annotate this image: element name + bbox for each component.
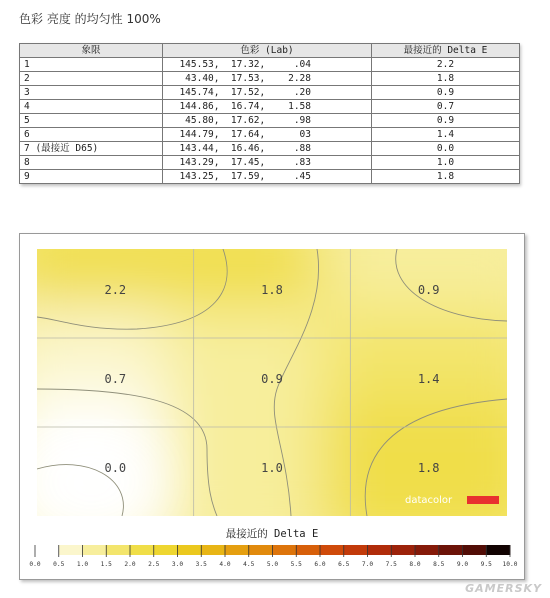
column-header-delta-e: 最接近的 Delta E [372,44,520,58]
legend-tick-label: 5.5 [290,561,302,568]
legend-tick-label: 6.5 [338,561,350,568]
legend-swatch [201,545,225,555]
heatmap-cell-label: 1.8 [417,461,440,475]
delta-e-cell: 1.4 [372,128,520,142]
legend-swatch [486,545,510,555]
quadrant-cell: 7 (最接近 D65) [20,142,163,156]
legend-tick-label: 7.5 [385,561,397,568]
delta-e-cell: 1.8 [372,170,520,184]
legend-swatch [106,545,130,555]
legend-tick-label: 0.0 [29,561,41,568]
legend-tick-label: 1.0 [76,561,89,568]
lab-cell: 45.80, 17.62, .98 [163,114,372,128]
table-row [20,170,520,184]
legend-swatch [296,545,320,555]
delta-e-cell: 0.0 [372,142,520,156]
legend-swatch [368,545,392,555]
uniformity-table-wrap [19,43,519,184]
heatmap-cell-label: 0.9 [261,372,283,386]
delta-e-cell: 1.8 [372,72,520,86]
legend-swatch [463,545,487,555]
legend-swatch [439,545,463,555]
quadrant-cell: 1 [20,58,163,72]
legend-swatch [320,545,344,555]
uniformity-heatmap [20,234,524,579]
quadrant-cell: 2 [20,72,163,86]
heatmap-cell-label: 1.0 [261,461,283,475]
legend-tick-label: 3.5 [195,561,207,568]
heatmap-cell-label: 0.9 [417,283,440,297]
legend-tick-label: 6.0 [314,561,326,568]
legend-tick-label: 9.5 [480,561,492,568]
legend-tick-label: 4.0 [219,561,231,568]
quadrant-cell: 8 [20,156,163,170]
watermark-logo: GAMERSKY [465,582,542,595]
table-row [20,114,520,128]
legend-tick-label: 10.0 [502,561,518,568]
legend-swatch [391,545,415,555]
legend-tick-label: 5.0 [266,561,279,568]
delta-e-cell: 2.2 [372,58,520,72]
legend-tick-label: 2.0 [124,561,136,568]
brand-label: datacolor [405,495,453,506]
delta-e-cell: 1.0 [372,156,520,170]
minimum-highlight [22,437,162,527]
column-header-lab: 色彩 (Lab) [163,44,372,58]
legend-swatch [130,545,154,555]
table-row [20,142,520,156]
delta-e-cell: 0.9 [372,86,520,100]
lab-cell: 145.74, 17.52, .20 [163,86,372,100]
uniformity-heatmap-panel [19,233,525,580]
lab-cell: 143.25, 17.59, .45 [163,170,372,184]
legend-title: 最接近的 Delta E [225,528,319,540]
uniformity-table [19,43,520,184]
legend-tick-label: 0.5 [53,561,65,568]
legend-swatch [415,545,439,555]
table-row [20,72,520,86]
table-header-row [20,44,520,58]
brand-bar [467,496,499,504]
legend-tick-label: 1.5 [100,561,112,568]
legend-swatch [83,545,107,555]
legend-swatch [249,545,273,555]
table-row [20,156,520,170]
heatmap-cell-label: 2.2 [104,283,127,297]
legend-tick-label: 8.5 [433,561,445,568]
heatmap-cell-label: 1.4 [417,372,440,386]
column-header-quadrant: 象限 [20,44,163,58]
table-row [20,86,520,100]
delta-e-cell: 0.9 [372,114,520,128]
delta-e-cell: 0.7 [372,100,520,114]
quadrant-cell: 3 [20,86,163,100]
table-row [20,58,520,72]
heatmap-cell-label: 0.7 [104,372,127,386]
page-title: 色彩 亮度 的均匀性 100% [19,12,161,26]
lab-cell: 143.29, 17.45, .83 [163,156,372,170]
legend-swatch [59,545,83,555]
lab-cell: 43.40, 17.53, 2.28 [163,72,372,86]
table-row [20,100,520,114]
lab-cell: 145.53, 17.32, .04 [163,58,372,72]
heatmap-cell-label: 0.0 [104,461,127,475]
legend-swatch [178,545,202,555]
quadrant-cell: 9 [20,170,163,184]
legend-swatch [225,545,249,555]
legend-swatch [273,545,297,555]
legend-tick-label: 9.0 [456,561,469,568]
lab-cell: 144.86, 16.74, 1.58 [163,100,372,114]
table-row [20,128,520,142]
quadrant-cell: 5 [20,114,163,128]
legend-swatch [154,545,178,555]
lab-cell: 144.79, 17.64, 03 [163,128,372,142]
legend-swatch [344,545,368,555]
lab-cell: 143.44, 16.46, .88 [163,142,372,156]
quadrant-cell: 6 [20,128,163,142]
legend-tick-label: 2.5 [148,561,160,568]
legend-tick-label: 7.0 [361,561,374,568]
legend-tick-label: 4.5 [243,561,255,568]
heatmap-cell-label: 1.8 [261,283,283,297]
quadrant-cell: 4 [20,100,163,114]
legend-tick-label: 8.0 [409,561,421,568]
legend-tick-label: 3.0 [171,561,184,568]
legend-swatch [35,545,59,555]
